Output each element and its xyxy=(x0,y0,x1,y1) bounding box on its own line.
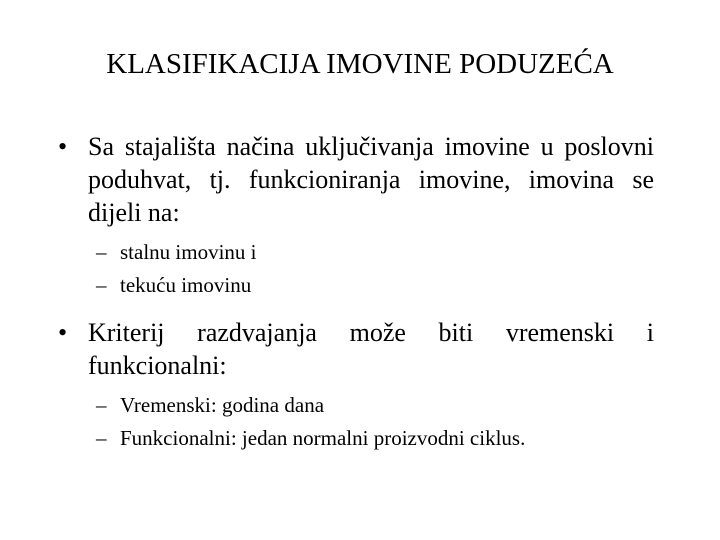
sub-list xyxy=(58,236,654,302)
sub-item xyxy=(58,269,654,302)
bullet-item xyxy=(58,130,654,229)
sub-item xyxy=(58,422,654,455)
sub-item-text: stalnu imovinu i xyxy=(120,240,257,264)
sub-item-text: Vremenski: godina dana xyxy=(120,393,325,417)
bullet-marker: • xyxy=(58,132,68,161)
bullet-text: Kriterij razdvajanja može biti vremenski i funkcionalni: xyxy=(88,318,654,380)
sub-item-text: tekuću imovinu xyxy=(120,273,252,297)
slide-content xyxy=(58,130,654,455)
sub-marker: – xyxy=(96,393,107,417)
sub-item-text: Funkcionalni: jedan normalni proizvodni ciklus. xyxy=(120,426,526,450)
sub-marker: – xyxy=(96,240,107,264)
slide-title: KLASIFIKACIJA IMOVINE PODUZEĆA xyxy=(106,48,614,80)
bullet-text: Sa stajališta načina uključivanja imovine u poslovni poduhvat, tj. funkcioniranja imovine, imovina se dijeli na: xyxy=(88,132,654,227)
sub-item xyxy=(58,236,654,269)
bullet-marker: • xyxy=(58,318,68,347)
sub-marker: – xyxy=(96,273,107,297)
sub-marker: – xyxy=(96,426,107,450)
bullet-item xyxy=(58,316,654,382)
sub-item xyxy=(58,389,654,422)
sub-list xyxy=(58,389,654,455)
